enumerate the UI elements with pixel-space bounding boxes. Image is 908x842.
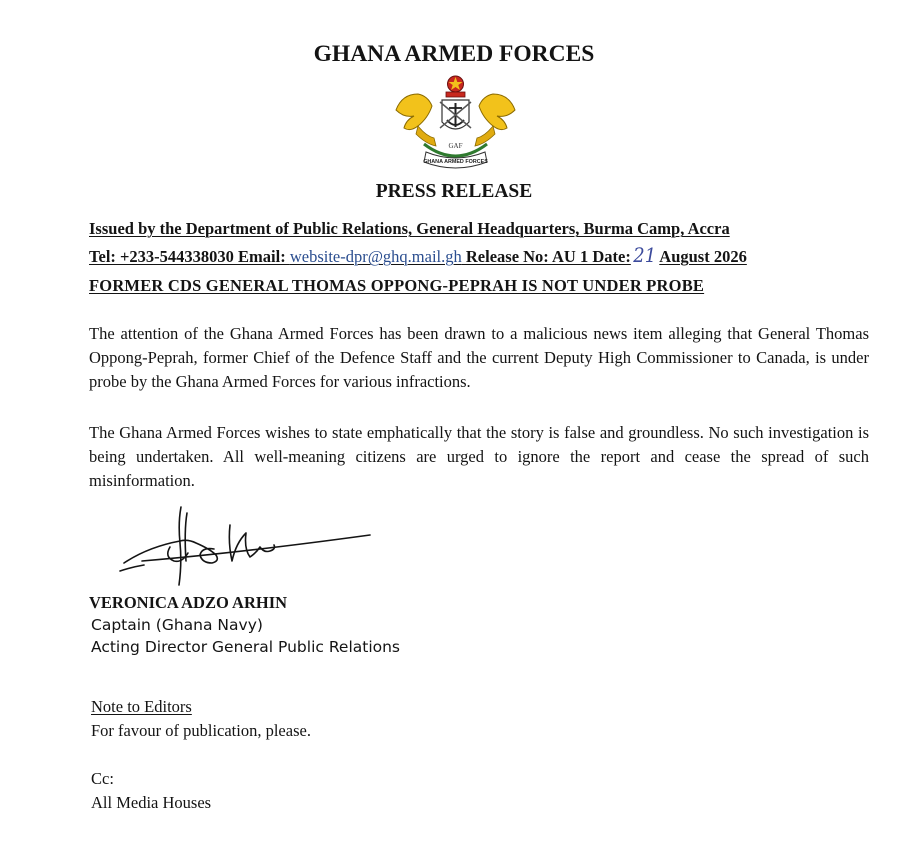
issuer-line: Issued by the Department of Public Relations, General Headquarters, Burma Camp, Accra — [89, 219, 730, 238]
crest-scroll-text: GHANA ARMED FORCES — [423, 159, 488, 165]
svg-text:GAF: GAF — [448, 142, 463, 150]
signatory-title: Acting Director General Public Relations — [91, 638, 401, 656]
document-type-heading: PRESS RELEASE — [375, 181, 533, 202]
note-to-editors-text: For favour of publication, please. — [91, 721, 311, 740]
handwritten-signature — [118, 503, 373, 593]
email-link[interactable]: website-dpr@ghq.mail.gh — [289, 247, 462, 266]
press-headline: FORMER CDS GENERAL THOMAS OPPONG-PEPRAH IS NOT UNDER PROBE — [89, 276, 705, 295]
release-date-rest: August 2026 — [659, 247, 747, 266]
body-paragraph-2: The Ghana Armed Forces wishes to state emphatically that the story is false and groundless. No such investigation is being undertaken. All well-meaning citizens are urged to ignore the report and cease the spread of such misinformation. — [89, 423, 869, 490]
tel-label: Tel: +233-544338030 Email: — [89, 247, 290, 266]
release-number: Release No: AU 1 Date: — [461, 247, 631, 266]
organization-title: GHANA ARMED FORCES — [313, 41, 595, 67]
handwritten-day: 21 — [633, 243, 657, 267]
cc-label: Cc: — [91, 769, 114, 788]
contact-release-line — [89, 243, 747, 267]
signatory-rank: Captain (Ghana Navy) — [91, 616, 263, 634]
note-to-editors-heading: Note to Editors — [91, 697, 192, 716]
cc-recipients: All Media Houses — [91, 793, 212, 812]
ghana-armed-forces-crest — [388, 72, 523, 176]
body-paragraph-1: The attention of the Ghana Armed Forces has been drawn to a malicious news item alleging that General Thomas Oppong-Peprah, former Chief of the Defence Staff and the current Deputy High Commissioner to Canada, is under probe by the Ghana Armed Forces for various infractions. — [89, 324, 869, 391]
signatory-name: VERONICA ADZO ARHIN — [89, 593, 288, 612]
